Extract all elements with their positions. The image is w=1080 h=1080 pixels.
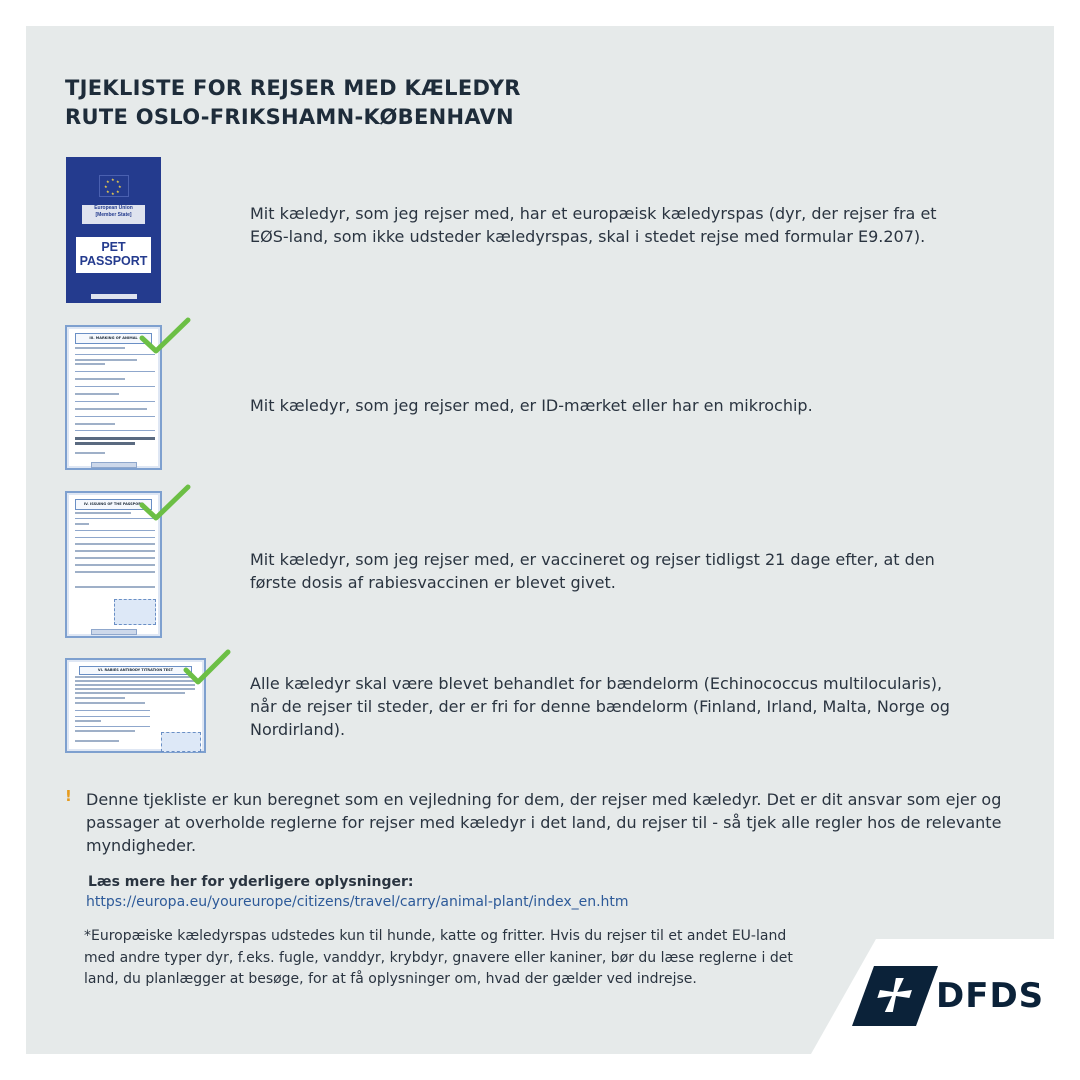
title-line-1: TJEKLISTE FOR REJSER MED KÆLEDYR — [65, 76, 521, 100]
dfds-wordmark: DFDS — [936, 976, 1045, 1016]
checklist-item-2-text: Mit kæledyr, som jeg rejser med, er ID-mærket eller har en mikrochip. — [250, 396, 813, 415]
dfds-emblem-icon — [852, 964, 938, 1028]
title-line-2: RUTE OSLO-FRIKSHAMN-KØBENHAVN — [65, 105, 514, 129]
eu-flag-icon: ★ ★ ★ ★ ★ ★ ★ ★ — [99, 175, 129, 197]
dfds-logo — [852, 964, 1045, 1028]
more-info-link[interactable]: https://europa.eu/youreurope/citizens/travel/carry/animal-plant/index_en.htm — [86, 894, 629, 910]
passport-union-label: European Union [Member State] — [82, 205, 145, 224]
document-heading-box: IV. ISSUING OF THE PASSPORT — [75, 499, 152, 510]
footnote-text: *Europæiske kæledyrspas udstedes kun til hunde, katte og fritter. Hvis du rejser til et andet EU-land med andre typer dyr, f.eks. fugle, vanddyr, krybdyr, gnavere eller kaniner, bør du læse reglerne i det land, du planlægger at besøge, for at få oplysninger om, hvad der gælder ved indrejse. — [84, 928, 793, 987]
document-heading-box: VI. RABIES ANTIBODY TITRATION TEST — [79, 666, 192, 675]
disclaimer-text: Denne tjekliste er kun beregnet som en vejledning for dem, der rejser med kæledyr. Det er dit ansvar som ejer og passager at overholde reglerne for rejser med kæledyr i det land, du rejser til - så tjek alle regler hos de relevante myndigheder. — [86, 790, 1002, 855]
checklist-item-3-text: Mit kæledyr, som jeg rejser med, er vaccineret og rejser tidligst 21 dage efter, at den første dosis af rabiesvaccinen er blevet givet. — [250, 550, 935, 592]
more-info-label: Læs mere her for yderligere oplysninger: — [88, 874, 414, 890]
checklist-item-1-text: Mit kæledyr, som jeg rejser med, har et europæisk kæledyrspas (dyr, der rejser fra et EØS-land, som ikke udsteder kæledyrspas, skal i stedet rejse med formular E9.207). — [250, 204, 937, 246]
passport-title: PET PASSPORT — [76, 237, 151, 273]
warning-icon: ! — [65, 787, 72, 805]
document-heading-box: III. MARKING OF ANIMAL — [75, 333, 152, 344]
checklist-item-4-text: Alle kæledyr skal være blevet behandlet for bændelorm (Echinococcus multilocularis), når de rejser til steder, der er fri for denne bændelorm (Finland, Irland, Malta, Norge og Nordirland). — [250, 674, 950, 739]
